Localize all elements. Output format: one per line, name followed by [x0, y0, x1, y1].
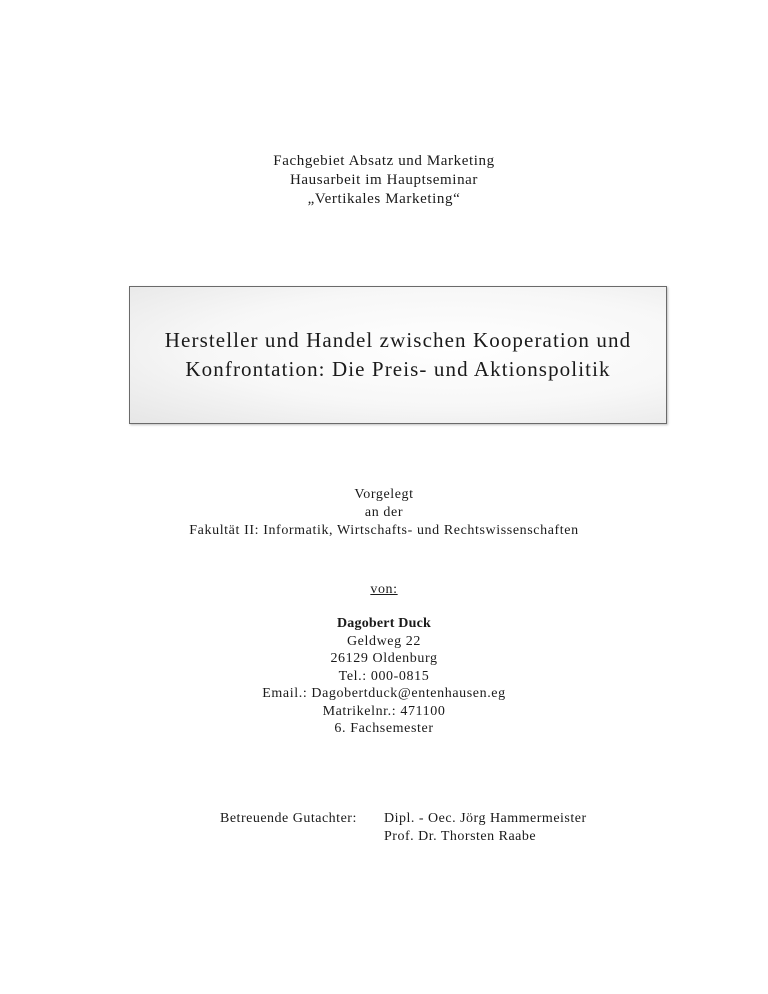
author-semester: 6. Fachsemester	[334, 721, 434, 736]
author-street: Geldweg 22	[346, 633, 422, 649]
submitted-line-1: Vorgelegt	[354, 487, 414, 502]
department-line: Fachgebiet Absatz und Marketing	[273, 153, 495, 169]
reviewer-row-1	[220, 810, 587, 828]
seminar-line: „Vertikales Marketing“	[307, 191, 461, 207]
reviewer-second: Prof. Dr. Thorsten Raabe	[384, 829, 537, 844]
reviewer-first: Dipl. - Oec. Jörg Hammermeister	[384, 811, 587, 826]
reviewers-label: Betreuende Gutachter:	[220, 811, 357, 826]
reviewers-block	[220, 810, 587, 846]
author-name: Dagobert Duck	[337, 616, 431, 631]
title-line-2: Konfrontation: Die Preis- und Aktionspolitik	[185, 357, 611, 381]
title-box	[129, 286, 667, 424]
reviewer-row-2	[220, 828, 587, 846]
von-block	[0, 580, 768, 599]
assignment-line: Hausarbeit im Hauptseminar	[289, 172, 479, 188]
author-email: Email.: Dagobertduck@entenhausen.eg	[262, 686, 506, 701]
header-block	[0, 152, 768, 209]
faculty-line: Fakultät II: Informatik, Wirtschafts- und Rechtswissenschaften	[189, 523, 579, 538]
submission-block	[0, 486, 768, 540]
von-label: von:	[370, 582, 398, 597]
author-phone: Tel.: 000-0815	[338, 668, 430, 684]
reviewers-label-spacer	[220, 828, 384, 846]
author-block	[0, 615, 768, 738]
title-line-1: Hersteller und Handel zwischen Kooperation und	[164, 328, 632, 352]
submitted-line-2: an der	[364, 505, 404, 520]
author-matrikel: Matrikelnr.: 471100	[322, 703, 446, 719]
author-city: 26129 Oldenburg	[330, 651, 438, 666]
